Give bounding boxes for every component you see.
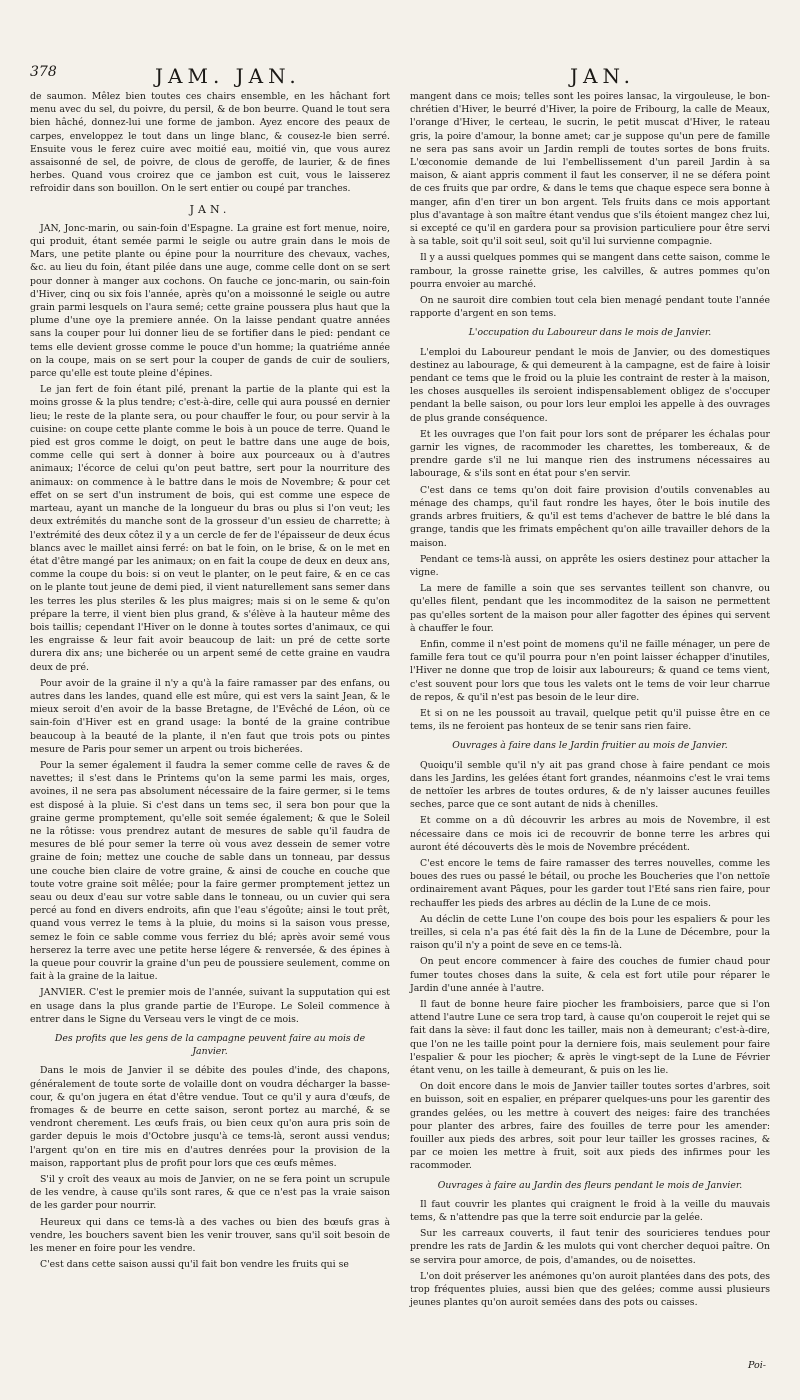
- paragraph: La mere de famille a soin que ses servantes teillent son chanvre, ou qu'elles filent, pendant que les incommoditez de la saison ne permettent pas qu'elles sortent de la maison pour aller fagotter des épines qui servent à chauffer le four.: [410, 583, 770, 634]
- paragraph: On peut encore commencer à faire des couches de fumier chaud pour fumer toutes choses dans la suite, & cela est fort utile pour réparer le Jardin d'une année à l'autre.: [410, 956, 770, 994]
- paragraph: S'il y croît des veaux au mois de Janvier, on ne se fera point un scrupule de les vendre, à cause qu'ils sont rares, & que ce n'est pas la vraie saison de les garder pour nourrir.: [30, 1174, 390, 1212]
- paragraph: JANVIER. C'est le premier mois de l'année, suivant la supputation qui est en usage dans la plus grande partie de l'Europe. Le Soleil commence à entrer dans le Signe du Verseau vers le vingt de ce mois.: [30, 987, 390, 1025]
- paragraph: Et si on ne les poussoit au travail, quelque petit qu'il puisse être en ce tems, ils ne feroient pas honteux de se tenir sans rien faire.: [410, 707, 770, 733]
- paragraph: Et les ouvrages que l'on fait pour lors sont de préparer les échalas pour garnir les vignes, de racommoder les charettes, les tombereaux, & de prendre garde s'il ne lui manque rien des instrumens nécessaires au labourage, & s'ils sont en état pour s'en servir.: [410, 428, 770, 480]
- paragraph: On ne sauroit dire combien tout cela bien menagé pendant toute l'année rapporte d'argent en son tems.: [410, 295, 770, 320]
- paragraph: Heureux qui dans ce tems-là a des vaches ou bien des bœufs gras à vendre, les bouchers savent bien les venir trouver, sans qu'il soit besoin de les mener en foire pour les vendre.: [30, 1216, 390, 1255]
- page-number: 378: [30, 64, 57, 80]
- paragraph: Quoiqu'il semble qu'il n'y ait pas grand chose à faire pendant ce mois dans les Jardins, les gelées étant fort grandes, néanmoins c'est le vrai tems de nettoïer les arbres de toutes ordures, & de n'y laisser aucunes feuilles seches, parce que ce sont autant de nids à chenilles.: [410, 759, 770, 811]
- paragraph: Dans le mois de Janvier il se débite des poules d'inde, des chapons, généralement de toute sorte de volaille dont on voudra décharger la basse-cour, & qu'on jugera en état d'être vendue. Tout ce qu'il y aura d'œufs, de fromages & de beurre en cette saison, seront portez au marché, & se vendront cherement. Les œufs frais, ou bien ceux qu'on aura pris soin de garder depuis le mois d'Octobre jusqu'à ce tems-là, seront aussi vendus; l'argent qu'on en tire mis en d'autres denrées pour la provision de la maison, rapportant plus de profit pour lors que ces œufs mêmes.: [30, 1065, 390, 1169]
- paragraph: Au déclin de cette Lune l'on coupe des bois pour les espaliers & pour les treilles, si cela n'a pas été fait dès la fin de la Lune de Décembre, pour la raison qu'il n'y a point de seve en ce tems-là.: [410, 913, 770, 952]
- paragraph: Pour la semer également il faudra la semer comme celle de raves & de navettes; il s'est dans le Printems qu'on la seme parmi les mais, orges, avoines, il ne sera pas absolument nécessaire de la faire germer, si le tems est disposé à la pluie. Si c'est dans un tems sec, il sera bon pour que la graine germe promptement, qu'elle soit semée également; & que le Soleil ne la rôtisse: vous prendrez autant de mesures de sable qu'il faudra de mesures de blé pour semer la terre où vous avez dessein de semer votre graine de foin; mettez une couche de sable dans un tonneau, par dessus une couche bien claire de votre graine, & ainsi de couche en couche que toute votre graine soit mêlée; pour la faire germer promptement jettez un seau ou deux d'eau sur votre sable dans le tonneau, ou un cuvier qui sera percé au fond en divers endroits, afin que l'eau s'égoûte; ainsi le tout prêt, quand vous verrez le tems à la pluie, du moins si la saison vous presse, semez le foin ce sable comme vous ferriez du blé; après avoir semé vous herserez la terre avec une petite herse légere & renversée, & des épines à la queue pour couvrir la graine d'un peu de poussiere seulement, comme on fait à la graine de la laitue.: [30, 759, 390, 983]
- running-head-left: JAM. JAN.: [155, 64, 301, 88]
- right-column: [410, 90, 770, 1312]
- paragraph: Pour avoir de la graine il n'y a qu'à la faire ramasser par des enfans, ou autres dans les landes, quand elle est mûre, qui est vers la saint Jean, & le mieux seroit d'en avoir de la basse Bretagne, de l'Evêché de Léon, où ce sain-foin d'Hiver est en grand usage: la bonté de la graine contribue beaucoup à la beauté de la plante, il n'en faut que trois pots ou pintes mesure de Paris pour semer un arpent ou trois bicherées.: [30, 677, 390, 755]
- subheading: Ouvrages à faire au Jardin des fleurs pendant le mois de Janvier.: [437, 1179, 743, 1191]
- paragraph: L'emploi du Laboureur pendant le mois de Janvier, ou des domestiques destinez au labourage, & qui demeurent à la campagne, est de faire à loisir pendant ce tems que le froid ou la pluie les contraint de rester à la maison, les choses ausquelles ils seroient indispensablement obligez de s'occuper pendant la belle saison, ou pour lors leur emploi les appelle à des ouvrages de plus grande conséquence.: [410, 346, 770, 424]
- subheading: Des profits que les gens de la campagne peuvent faire au mois de Janvier.: [54, 1033, 366, 1058]
- paragraph: de saumon. Mêlez bien toutes ces chairs ensemble, en les hâchant fort menu avec du sel, du poivre, du persil, & de bon beurre. Quand le tout sera bien hâché, donnez-lui une forme de jambon. Ayez encore des peaux de carpes, enveloppez le tout dans un linge blanc, & cousez-le bien serré. Ensuite vous le ferez cuire avec moitié eau, moitié vin, que vous aurez assaisonné de sel, de poivre, de clous de geroffe, de laurier, & de fines herbes. Quand vous croirez que ce jambon est cuit, vous le laisserez refroidir dans son bouillon. On le sert entier ou coupé par tranches.: [30, 91, 390, 195]
- section-title: JAN.: [189, 202, 231, 216]
- paragraph: mangent dans ce mois; telles sont les poires lansac, la virgouleuse, le bon-chrétien d'Hiver, le beurré d'Hiver, la poire de Fribourg, la calle de Meaux, l'orange d'Hiver, le certeau, le sucrin, le petit muscat d'Hiver, le rateau gris, la poire d'amour, la bonne amet; car je suppose qu'un pere de famille ne sera pas sans avoir un Jardin rempli de toutes sortes de bons fruits. L'œconomie demande de lui l'embellissement d'un pareil Jardin à sa maison, & aiant appris comment il faut les conserver, il ne se défera point de ces fruits que par ordre, & dans le tems que chaque espece sera bonne à manger, afin d'en tirer un bon argent. Tels fruits dans ce mois apportant plus d'avantage à son maître étant vendus que s'ils étoient mangez chez lui, si excepté ce qu'il en gardera pour sa provision particuliere pour être servi à sa table, soit qu'il soit seul, soit qu'il lui survienne compagnie.: [410, 91, 770, 248]
- paragraph: On doit encore dans le mois de Janvier tailler toutes sortes d'arbres, soit en buisson, soit en espalier, en préparer quelques-uns pour les garentir des grandes gelées, ou les mettre à couvert des neiges: faire des tranchées pour planter des arbres, faire des fouilles de terre pour les amender: fouiller aux pieds des arbres, soit pour leur tailler les grosses racines, & par ce moien les mettre à fruit, soit aux pieds des infirmes pour les racommoder.: [410, 1081, 770, 1172]
- subheading: L'occupation du Laboureur dans le mois de Janvier.: [468, 327, 712, 339]
- subheading: Ouvrages à faire dans le Jardin fruitier au mois de Janvier.: [452, 740, 728, 752]
- paragraph: C'est dans cette saison aussi qu'il fait bon vendre les fruits qui se: [40, 1259, 349, 1271]
- running-head-right: JAN.: [570, 64, 636, 88]
- paragraph: Sur les carreaux couverts, il faut tenir des souricieres tendues pour prendre les rats de Jardin & les mulots qui vont chercher dequoi paître. On se servira pour amorce, de pois, d'amandes, ou de noisettes.: [410, 1228, 770, 1266]
- left-column: [30, 90, 390, 1274]
- paragraph: Il faut de bonne heure faire piocher les framboisiers, parce que si l'on attend l'autre Lune ce sera trop tard, à cause qu'on couperoit le rejet qui se fait dans la sève: il faut donc les tailler, mais non à demeurant; c'est-à-dire, que l'on ne les taille point pour la derniere fois, mais seulement pour faire l'espalier & pour les piocher; & après le vingt-sept de la Lune de Février étant venu, on les taille à demeurant, & puis on les lie.: [410, 999, 770, 1077]
- paragraph: Il y a aussi quelques pommes qui se mangent dans cette saison, comme le rambour, la grosse rainette grise, les calvilles, & autres pommes qu'on pourra envoier au marché.: [410, 252, 770, 290]
- paragraph: Enfin, comme il n'est point de momens qu'il ne faille ménager, un pere de famille fera tout ce qu'il pourra pour n'en point laisser échapper d'inutiles, l'Hiver ne donne que trop de loisir aux laboureurs; & quand ce tems vient, c'est souvent pour lors que tous les valets ont le tems de voir leur charrue de repos, & qu'il n'est pas besoin de le leur dire.: [410, 638, 770, 703]
- paragraph: Et comme on a dû découvrir les arbres au mois de Novembre, il est nécessaire dans ce mois ici de recouvrir de bonne terre les arbres qui auront été découverts dès le mois de Novembre précédent.: [410, 815, 770, 853]
- paragraph: Il faut couvrir les plantes qui craignent le froid à la veille du mauvais tems, & n'attendre pas que la terre soit endurcie par la gelée.: [410, 1198, 770, 1224]
- paragraph: Le jan fert de foin étant pilé, prenant la partie de la plante qui est la moins grosse & la plus tendre; c'est-à-dire, celle qui aura poussé en dernier lieu; le reste de la plante sera, ou pour chauffer le four, ou pour servir à la cuisine: on coupe cette plante comme le bois à un pouce de terre. Quand le pied est gros comme le doigt, on peut le battre dans une auge de bois, comme celle qui sert à donner à boire aux pourceaux ou à d'autres animaux; l'écorce de celui qu'on peut battre, sert pour la nourriture des animaux: on commence à le battre dans le mois de Novembre; & pour cet effet on se sert d'un instrument de bois, qui est comme une espece de marteau, ayant un manche de la longueur du bras ou plus si l'on veut; les deux extrémités du manche sont de la grosseur d'un essieu de charrette; à l'extrémité des deux côtez il y a un cercle de fer de l'épaisseur de deux écus blancs avec le maillet ainsi ferré: on bat le foin, on le brise, & on le met en état d'être mangé par les animaux; on en fait la coupe de deux en deux ans, comme la coupe du bois: si on veut le planter, on le peut faire, & en ce cas on le plante tout jeune de demi pied, il vient naturellement sans semer dans les terres les plus steriles & les plus maigres; mais si on le seme & qu'on prépare la terre, il vient bien plus grand, & s'élève à la hauteur même des bois taillis; cependant l'Hiver on le donne à toutes sortes d'animaux, ce qui les engraisse & leur fait avoir beaucoup de lait: un pré de cette sorte durera dix ans; une bicherée ou un arpent semé de cette graine en vaudra deux de pré.: [30, 384, 390, 673]
- paragraph: Pendant ce tems-là aussi, on apprête les osiers destinez pour attacher la vigne.: [410, 553, 770, 578]
- paragraph: JAN, Jonc-marin, ou sain-foin d'Espagne. La graine est fort menue, noire, qui produit, étant semée parmi le seigle ou autre grain dans le mois de Mars, une petite plante ou épine pour la nourriture des chevaux, vaches, &c. au lieu du foin, étant pilée dans une auge, comme celle dont on se sert pour donner à manger aux cochons. On fauche ce jonc-marin, ou sain-foin d'Hiver, cinq ou six fois l'année, après qu'on a moissonné le seigle ou autre grain parmi lesquels on l'aura semé; cette graine poussera plus haut que la plume d'une oye la premiere année. On la laisse pendant quatre années sans la couper pour lui donner lieu de se fortifier dans le pied: pendant ce tems elle devient grosse comme le pouce d'un homme; la quatriéme année on la coupe, mais on se sert pour la couper de gands de cuir de souliers, parce qu'elle est toute pleine d'épines.: [30, 222, 390, 380]
- page-header: [30, 64, 770, 88]
- paragraph: C'est encore le tems de faire ramasser des terres nouvelles, comme les boues des rues ou passé le bétail, ou proche les Boucheries que l'on nettoïe ordinairement avant Pâques, pour les garder tout l'Eté sans rien faire, pour rechauffer les pieds des arbres au déclin de la Lune de ce mois.: [410, 857, 770, 909]
- catchword: Poi-: [748, 1360, 766, 1371]
- paragraph: C'est dans ce tems qu'on doit faire provision d'outils convenables au ménage des champs, qu'il faut rondre les hayes, ôter le bois inutile des grands arbres fruitiers, & qu'il est tems d'achever de battre le blé dans la grange, tandis que les frimats empêchent qu'on aille travailler dehors de la maison.: [410, 484, 770, 549]
- paragraph: L'on doit préserver les anémones qu'on auroit plantées dans des pots, des trop fréquentes pluies, aussi bien que des gelées; comme aussi plusieurs jeunes plantes qu'on auroit semées dans des pots ou caisses.: [410, 1270, 770, 1309]
